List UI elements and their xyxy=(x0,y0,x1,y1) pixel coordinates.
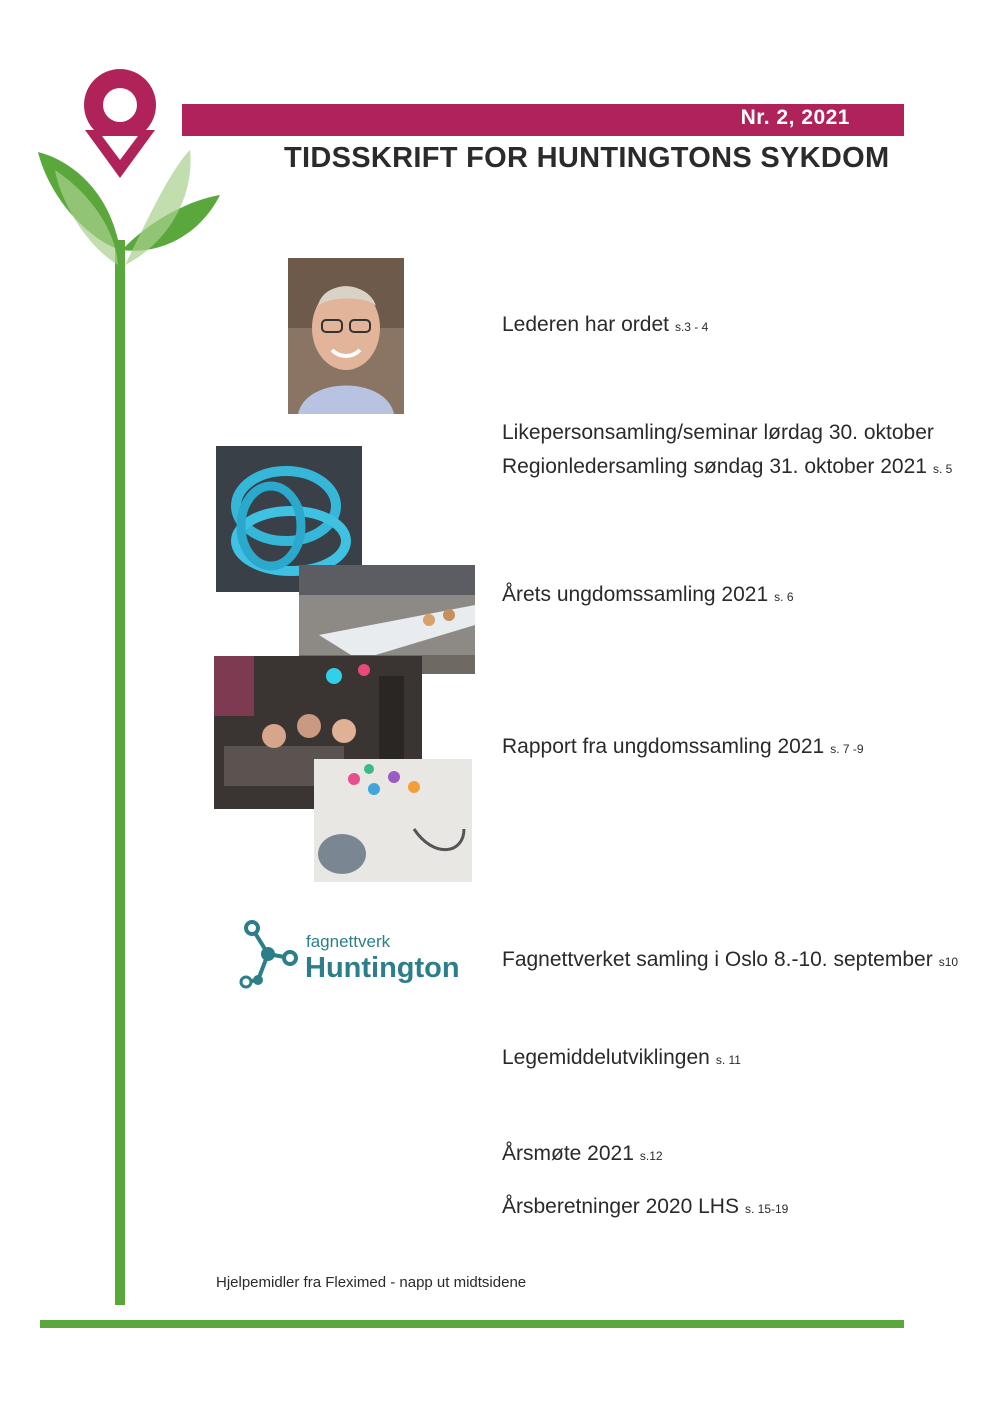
toc-page: s. 6 xyxy=(774,590,794,604)
toc-entry xyxy=(502,313,708,337)
leader-portrait-photo xyxy=(288,258,404,414)
toc-text: Årsmøte 2021 xyxy=(502,1142,634,1165)
fagnettverk-huntington-label: Huntington xyxy=(305,952,460,984)
fagnettverk-label: fagnettverk xyxy=(306,932,391,951)
toc-entry xyxy=(502,735,864,759)
toc-page: s10 xyxy=(938,955,959,969)
toc-text: Lederen har ordet xyxy=(502,313,669,336)
toc-entry xyxy=(502,455,952,479)
toc-text: Årets ungdomssamling 2021 xyxy=(502,583,769,606)
logo-flower-inner xyxy=(103,88,137,122)
logo-stem xyxy=(115,240,125,1305)
issue-number: Nr. 2, 2021 xyxy=(740,106,850,129)
beads-photo xyxy=(314,759,472,882)
bottom-rule xyxy=(40,1320,904,1328)
toc-page: s.3 - 4 xyxy=(674,320,709,334)
toc-entry xyxy=(502,1195,788,1219)
toc-entry xyxy=(502,1046,741,1070)
toc-text: Legemiddelutviklingen xyxy=(502,1046,710,1069)
toc-entry xyxy=(502,583,794,607)
association-logo xyxy=(30,60,230,1310)
toc-entry xyxy=(502,948,958,972)
logo-leaf-light-right xyxy=(125,150,191,265)
toc-text: Regionledersamling søndag 31. oktober 2021 xyxy=(502,455,927,478)
toc-page: s. 7 -9 xyxy=(830,742,864,756)
toc-entry xyxy=(502,1142,663,1166)
toc-page: s. 11 xyxy=(715,1053,741,1067)
fagnettverk-network-icon xyxy=(238,920,302,992)
toc-text: Fagnettverket samling i Oslo 8.-10. september xyxy=(502,948,933,971)
toc-entry xyxy=(502,421,934,445)
magazine-title: TIDSSKRIFT FOR HUNTINGTONS SYKDOM xyxy=(284,142,890,174)
toc-page: s. 15-19 xyxy=(744,1202,789,1216)
toc-text: Rapport fra ungdomssamling 2021 xyxy=(502,735,825,758)
footer-note: Hjelpemidler fra Fleximed - napp ut midtsidene xyxy=(216,1274,527,1291)
toc-text: Årsberetninger 2020 LHS xyxy=(502,1195,739,1218)
toc-text: Likepersonsamling/seminar lørdag 30. oktober xyxy=(502,421,934,444)
toc-page: s. 5 xyxy=(932,462,953,476)
toc-page: s.12 xyxy=(639,1149,663,1163)
